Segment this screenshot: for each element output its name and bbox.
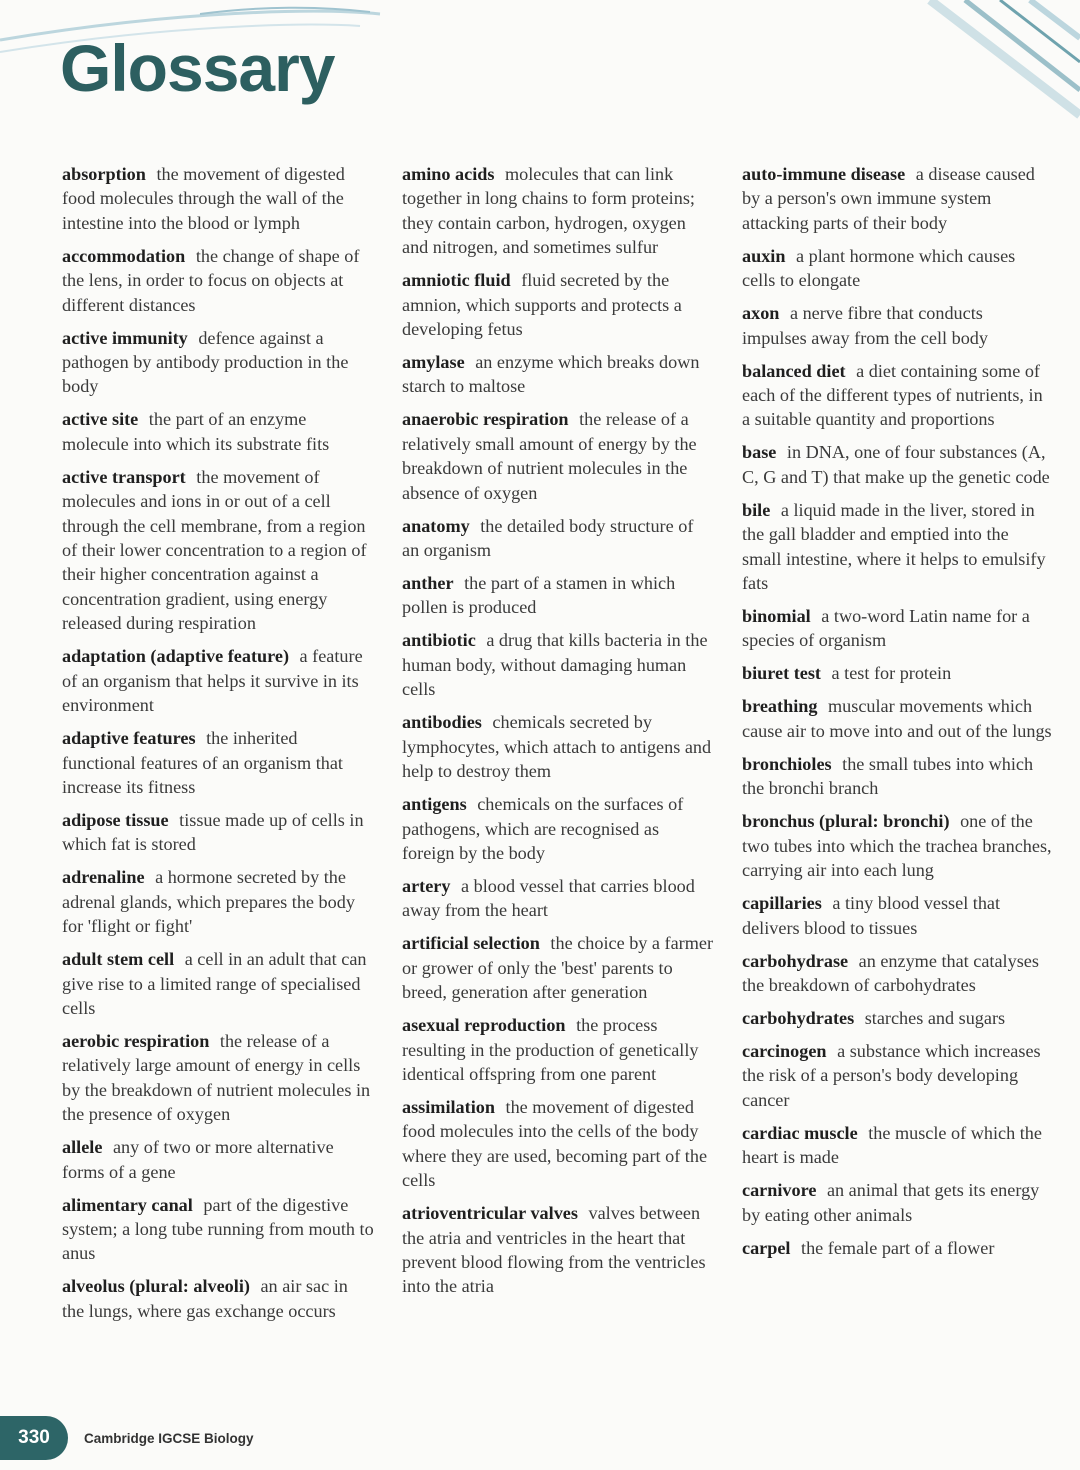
glossary-term: absorption [62, 164, 146, 184]
glossary-entry [742, 752, 1052, 801]
glossary-entry [402, 1201, 714, 1299]
glossary-entry [742, 301, 1052, 350]
glossary-term: antigens [402, 794, 467, 815]
glossary-term: adaptation (adaptive feature) [62, 646, 289, 667]
glossary-entry [402, 874, 714, 923]
glossary-term: artery [402, 875, 451, 896]
glossary-definition: fluid secreted by the amnion, which supports and protects a developing fetus [402, 270, 682, 340]
glossary-definition: the release of a relatively small amount of energy by the breakdown of nutrient molecules in the absence of oxygen [402, 409, 697, 503]
glossary-term: biuret test [742, 663, 821, 684]
glossary-column-1 [62, 162, 374, 1412]
glossary-term: adaptive features [62, 728, 196, 749]
glossary-definition: the movement of digested food molecules into the cells of the body where they are used, becoming part of the cells [402, 1096, 708, 1191]
glossary-term: carpel [742, 1237, 791, 1258]
glossary-term: bronchus (plural: bronchi) [742, 811, 950, 832]
glossary-term: cardiac muscle [742, 1122, 858, 1143]
glossary-entry [62, 1274, 374, 1323]
glossary-entry [742, 604, 1052, 653]
glossary-definition: chemicals secreted by lymphocytes, which attach to antigens and help to destroy them [402, 712, 712, 782]
glossary-entry [742, 1178, 1052, 1227]
glossary-definition: a plant hormone which causes cells to elongate [742, 245, 1016, 291]
glossary-entry [402, 268, 714, 341]
glossary-entry [62, 407, 374, 456]
glossary-definition: defence against a pathogen by antibody production in the body [62, 327, 349, 397]
page-number: 330 [0, 1416, 68, 1460]
glossary-entry [62, 644, 374, 717]
glossary-entry [742, 949, 1052, 998]
glossary-term: amino acids [402, 164, 495, 184]
glossary-definition: in DNA, one of four substances (A, C, G and T) that make up the genetic code [742, 442, 1050, 487]
glossary-entry [62, 808, 374, 857]
glossary-entry [402, 792, 714, 865]
glossary-definition: a test for protein [831, 663, 952, 684]
glossary-definition: the movement of molecules and ions in or out of a cell through the cell membrane, from a region of their lower concentration to a region of their higher concentration against a concentration gradient, using energy released during respiration [62, 466, 367, 634]
glossary-definition: the detailed body structure of an organism [402, 515, 694, 561]
glossary-definition: a feature of an organism that helps it survive in its environment [62, 646, 363, 716]
glossary-term: assimilation [402, 1096, 495, 1117]
glossary-definition: an enzyme which breaks down starch to maltose [402, 352, 700, 397]
glossary-definition: a substance which increases the risk of a person's body developing cancer [742, 1040, 1041, 1110]
glossary-term: carbohydrates [742, 1007, 855, 1028]
glossary-entry [742, 244, 1052, 293]
glossary-entry [62, 947, 374, 1020]
glossary-term: antibiotic [402, 630, 476, 651]
glossary-entry [742, 891, 1052, 940]
glossary-entry [402, 1013, 714, 1086]
glossary-term: active transport [62, 466, 186, 487]
glossary-definition: a nerve fibre that conducts impulses away from the cell body [742, 303, 988, 348]
glossary-term: adult stem cell [62, 949, 175, 970]
glossary-entry [742, 1121, 1052, 1170]
glossary-entry [742, 661, 1052, 685]
glossary-definition: part of the digestive system; a long tube running from mouth to anus [62, 1194, 374, 1264]
glossary-term: amylase [402, 352, 465, 373]
glossary-definition: an animal that gets its energy by eating other animals [742, 1180, 1040, 1225]
glossary-term: active immunity [62, 327, 188, 348]
glossary-entry [742, 498, 1052, 596]
glossary-definition: a blood vessel that carries blood away from the heart [402, 875, 695, 921]
page-title: Glossary [60, 31, 335, 105]
glossary-definition: the inherited functional features of an organism that increase its fitness [62, 728, 343, 797]
glossary-entry [402, 1095, 714, 1193]
glossary-definition: the change of shape of the lens, in order to focus on objects at different distances [62, 245, 360, 315]
glossary-entry [62, 865, 374, 938]
glossary-term: anther [402, 573, 454, 594]
glossary-definition: a hormone secreted by the adrenal glands, which prepares the body for 'flight or fight' [62, 867, 355, 937]
glossary-entry [62, 1193, 374, 1266]
glossary-entry [62, 726, 374, 799]
glossary-definition: the small tubes into which the bronchi branch [742, 753, 1034, 799]
glossary-definition: one of the two tubes into which the trachea branches, carrying air into each lung [742, 811, 1052, 881]
glossary-definition: a liquid made in the liver, stored in the gall bladder and emptied into the small intestine, where it helps to emulsify fats [742, 499, 1046, 594]
glossary-term: asexual reproduction [402, 1015, 566, 1036]
glossary-definition: a tiny blood vessel that delivers blood to tissues [742, 893, 1001, 938]
glossary-definition: the part of a stamen in which pollen is produced [402, 573, 676, 618]
glossary-definition: a two-word Latin name for a species of organism [742, 606, 1030, 651]
glossary-column-2 [402, 162, 714, 1412]
glossary-term: auto-immune disease [742, 164, 906, 184]
glossary-entry [742, 162, 1052, 235]
glossary-entry [402, 931, 714, 1004]
glossary-definition: the female part of a flower [801, 1237, 995, 1258]
glossary-entry [402, 514, 714, 563]
glossary-entry [742, 1236, 1052, 1260]
glossary-entry [62, 244, 374, 317]
glossary-definition: an enzyme that catalyses the breakdown of carbohydrates [742, 950, 1039, 995]
glossary-entry [62, 1029, 374, 1127]
glossary-definition: a disease caused by a person's own immune system attacking parts of their body [742, 164, 1035, 233]
glossary-term: breathing [742, 696, 818, 717]
glossary-term: adipose tissue [62, 809, 169, 830]
glossary-entry [742, 359, 1052, 432]
glossary-entry [62, 162, 374, 235]
glossary-term: accommodation [62, 245, 186, 266]
glossary-entry [62, 1135, 374, 1184]
glossary-term: atrioventricular valves [402, 1203, 578, 1224]
glossary-term: base [742, 442, 777, 463]
glossary-term: balanced diet [742, 360, 846, 381]
page-footer [0, 1416, 400, 1460]
glossary-entry [402, 571, 714, 620]
glossary-term: bronchioles [742, 753, 832, 774]
book-title: Cambridge IGCSE Biology [84, 1430, 254, 1446]
glossary-entry [62, 326, 374, 399]
glossary-term: alimentary canal [62, 1194, 193, 1215]
glossary-term: capillaries [742, 893, 822, 914]
glossary-term: active site [62, 409, 139, 430]
glossary-entry [402, 710, 714, 783]
glossary-definition: an air sac in the lungs, where gas exchange occurs [62, 1276, 348, 1321]
glossary-term: anaerobic respiration [402, 409, 569, 430]
glossary-entry [62, 465, 374, 636]
glossary-term: axon [742, 303, 780, 324]
glossary-entry [742, 440, 1052, 489]
glossary-definition: the process resulting in the production of genetically identical offspring from one parent [402, 1015, 699, 1084]
glossary-entry [742, 1006, 1052, 1030]
glossary-term: antibodies [402, 712, 482, 733]
glossary-term: alveolus (plural: alveoli) [62, 1276, 250, 1297]
glossary-definition: the release of a relatively large amount of energy in cells by the breakdown of nutrient molecules in the presence of oxygen [62, 1030, 371, 1125]
glossary-definition: a diet containing some of each of the different types of nutrients, in a suitable quantity and proportions [742, 360, 1043, 430]
glossary-definition: the choice by a farmer or grower of only the 'best' parents to breed, generation after generation [402, 933, 714, 1003]
glossary-term: carcinogen [742, 1040, 827, 1061]
glossary-term: binomial [742, 606, 811, 627]
glossary-entry [402, 162, 714, 260]
glossary-term: carbohydrase [742, 950, 849, 971]
glossary-entry [742, 1039, 1052, 1112]
glossary-definition: tissue made up of cells in which fat is stored [62, 809, 364, 855]
glossary-term: allele [62, 1137, 103, 1158]
glossary-entry [402, 350, 714, 399]
glossary-definition: the part of an enzyme molecule into which its substrate fits [62, 409, 330, 454]
glossary-term: artificial selection [402, 933, 540, 954]
glossary-definition: the muscle of which the heart is made [742, 1122, 1042, 1168]
glossary-definition: chemicals on the surfaces of pathogens, which are recognised as foreign by the body [402, 794, 684, 863]
glossary-definition: a drug that kills bacteria in the human body, without damaging human cells [402, 630, 708, 700]
glossary-entry [402, 407, 714, 505]
glossary-term: anatomy [402, 515, 470, 536]
glossary-definition: muscular movements which cause air to move into and out of the lungs [742, 696, 1052, 741]
glossary-term: auxin [742, 245, 786, 266]
glossary-column-3 [742, 162, 1052, 1412]
glossary-definition: any of two or more alternative forms of a gene [62, 1137, 334, 1182]
glossary-entry [742, 809, 1052, 882]
glossary-term: amniotic fluid [402, 270, 511, 291]
glossary-term: adrenaline [62, 867, 145, 888]
glossary-term: aerobic respiration [62, 1030, 210, 1051]
glossary-definition: the movement of digested food molecules through the wall of the intestine into the blood or lymph [62, 164, 345, 233]
glossary-definition: molecules that can link together in long chains to form proteins; they contain carbon, hydrogen, oxygen and nitrogen, and sometimes sulfur [402, 164, 695, 258]
glossary-term: bile [742, 499, 771, 520]
glossary-entry [402, 628, 714, 701]
glossary-term: carnivore [742, 1180, 817, 1201]
glossary-definition: starches and sugars [864, 1007, 1006, 1028]
glossary-definition: valves between the atria and ventricles in the heart that prevent blood flowing from the ventricles into the atria [402, 1203, 706, 1297]
glossary-entry [742, 694, 1052, 743]
glossary-columns [62, 162, 1052, 1412]
glossary-definition: a cell in an adult that can give rise to a limited range of specialised cells [62, 949, 367, 1018]
